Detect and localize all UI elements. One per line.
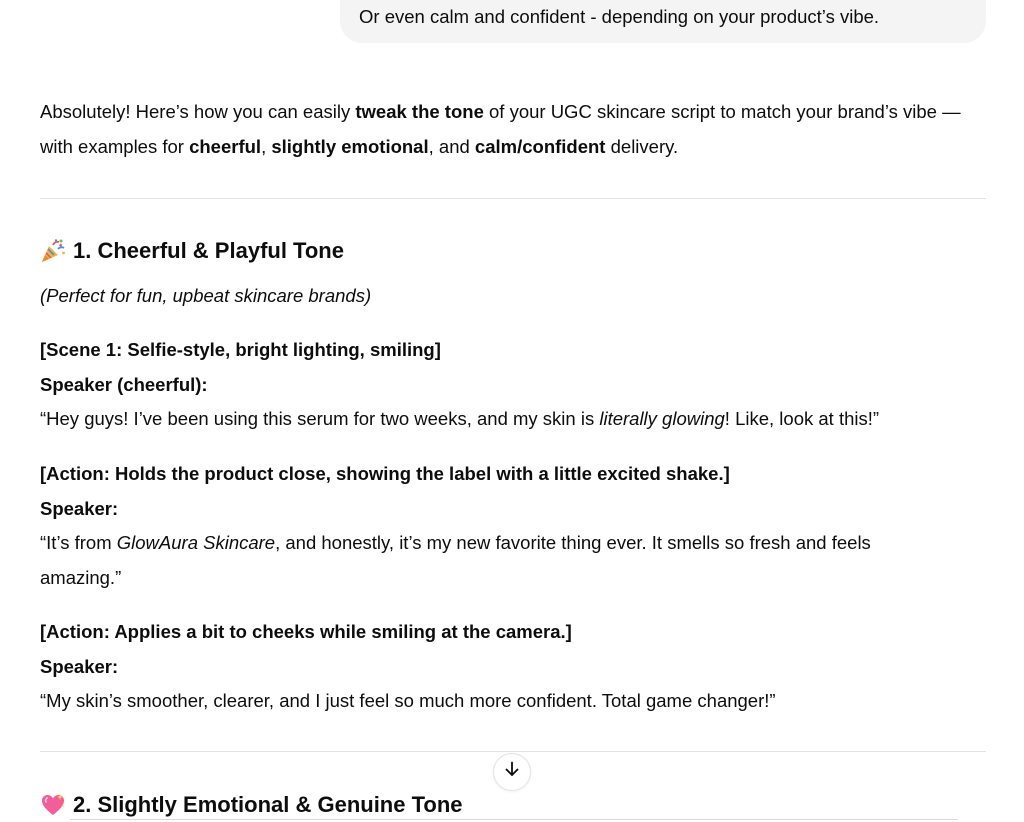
intro-text: Absolutely! Here’s how you can easily	[40, 101, 356, 122]
section-heading-emotional	[40, 790, 463, 820]
intro-bold-tweak: tweak the tone	[355, 101, 484, 122]
dialogue-line: “My skin’s smoother, clearer, and I just feel so much more confident. Total game changer!”	[40, 690, 776, 711]
stage-direction-text: [Scene 1: Selfie-style, bright lighting, smiling]	[40, 339, 441, 360]
dialogue-emphasis: literally glowing	[599, 408, 725, 429]
intro-text: of your UGC skincare script to match your brand’s vibe — with examples for	[40, 101, 961, 157]
dialogue-line	[40, 402, 988, 437]
stage-direction-text: [Action: Applies a bit to cheeks while smiling at the camera.]	[40, 621, 572, 642]
script-scene-block	[40, 333, 988, 437]
dialogue-text: , and honestly, it’s my new favorite thing ever. It smells so fresh and feels amazing.”	[40, 532, 871, 588]
speaker-label-text: Speaker:	[40, 497, 119, 519]
speaker-label	[40, 650, 988, 685]
dialogue-text: “It’s from	[40, 532, 117, 553]
scroll-to-bottom-button[interactable]	[493, 753, 531, 791]
intro-text: delivery.	[605, 135, 679, 157]
speaker-label	[40, 492, 988, 527]
script-action-block	[40, 457, 988, 595]
dialogue-text: ! Like, look at this!”	[724, 408, 880, 429]
section-title: 1. Cheerful & Playful Tone	[73, 238, 344, 263]
section-heading-cheerful	[40, 236, 344, 266]
intro-text: , and	[428, 135, 475, 157]
stage-direction	[40, 333, 988, 368]
section-subtitle: (Perfect for fun, upbeat skincare brands)	[40, 285, 372, 306]
script-action-block	[40, 615, 988, 719]
section-title: 2. Slightly Emotional & Genuine Tone	[73, 792, 463, 817]
speaker-label	[40, 368, 988, 403]
stage-direction-text: [Action: Holds the product close, showing the label with a little excited shake.]	[40, 463, 730, 484]
speaker-label-text: Speaker (cheerful):	[40, 373, 208, 395]
dialogue-text: “Hey guys! I’ve been using this serum for two weeks, and my skin is	[40, 408, 600, 429]
arrow-down-icon	[503, 755, 521, 790]
intro-bold-calm: calm/confident	[474, 135, 606, 157]
stage-direction	[40, 615, 988, 650]
sparkling-heart-icon	[40, 792, 66, 818]
user-message-bubble	[340, 0, 986, 43]
stage-direction	[40, 457, 988, 492]
party-popper-icon	[40, 238, 66, 264]
divider	[40, 751, 986, 752]
speaker-label-text: Speaker:	[40, 655, 119, 677]
intro-bold-emotional: slightly emotional	[271, 135, 429, 157]
dialogue-line	[40, 526, 945, 595]
divider	[40, 198, 986, 199]
intro-bold-cheerful: cheerful	[189, 135, 262, 157]
intro-text: ,	[261, 135, 272, 157]
divider	[70, 819, 958, 820]
assistant-intro-paragraph	[40, 95, 988, 164]
dialogue-emphasis: GlowAura Skincare	[116, 532, 276, 553]
user-message-text: Or even calm and confident - depending on your product’s vibe.	[359, 6, 880, 27]
